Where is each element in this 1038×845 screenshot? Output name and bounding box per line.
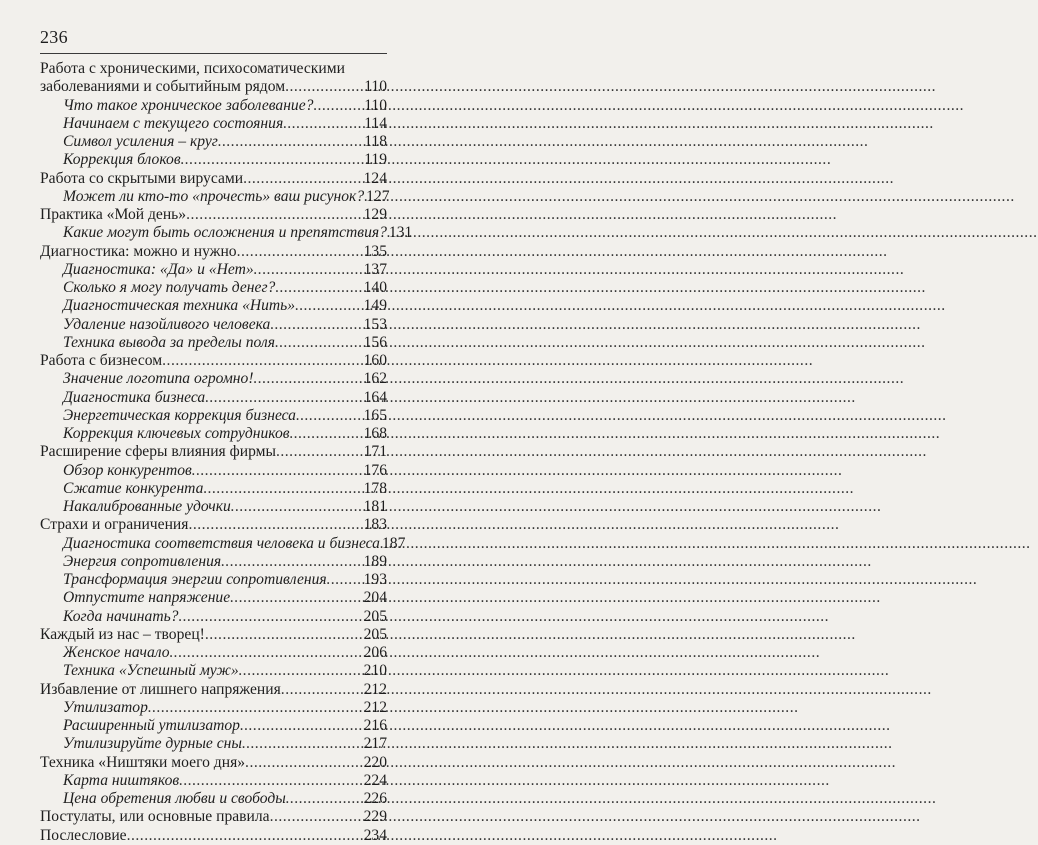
toc-page-number: 153 [363, 315, 387, 333]
toc-subentry [40, 699, 387, 717]
toc-entry [40, 827, 387, 845]
toc-subentry [40, 187, 390, 206]
toc-page-number: 183 [363, 516, 387, 534]
toc-dot-leader [203, 480, 363, 498]
toc-subentry [40, 133, 387, 151]
toc-entry-title: Сколько я могу получать денег? [63, 279, 276, 296]
toc-page-number: 212 [363, 698, 387, 716]
toc-entry-title: Энергия сопротивления [63, 552, 222, 570]
toc-entry [40, 352, 387, 370]
toc-subentry [40, 644, 387, 662]
toc-entry-title: Энергетическая коррекция бизнеса [63, 406, 296, 424]
toc-entry-title: Значение логотипа огромно! [63, 370, 254, 388]
toc-entry-title: Техника «Ништяки моего дня» [40, 753, 246, 771]
toc-page-number: 178 [363, 479, 387, 497]
toc-page-number: 206 [363, 644, 387, 661]
toc-page-number: 229 [363, 808, 387, 826]
toc-page-number: 226 [363, 790, 387, 807]
toc-entry [40, 516, 387, 534]
toc-dot-leader [240, 717, 364, 735]
toc-page-number: 162 [363, 370, 387, 388]
toc-entry-title: Страхи и ограничения [40, 516, 189, 534]
toc-subentry [40, 662, 387, 680]
toc-page-number: 220 [363, 753, 387, 771]
toc-page-number: 205 [363, 625, 387, 643]
toc-dot-leader [243, 170, 364, 188]
toc-entry-title: Диагностика бизнеса [63, 388, 206, 406]
toc-page-number: 129 [363, 206, 387, 223]
toc-dot-leader [179, 772, 363, 790]
toc-dot-leader [221, 553, 363, 571]
header-rule [40, 53, 387, 54]
toc-page-number: 189 [363, 552, 387, 570]
toc-entry-title: Коррекция блоков [63, 151, 181, 169]
toc-entry-title: Послесловие [40, 826, 127, 844]
toc-entry [40, 170, 387, 188]
toc-subentry [40, 553, 387, 571]
toc-entry-title: Может ли кто-то «прочесть» ваш рисунок? [63, 187, 365, 205]
toc-entry-title: Начинаем с текущего состояния [63, 114, 284, 132]
toc-dot-leader [254, 370, 364, 388]
toc-entry [40, 754, 387, 772]
toc-entry-title: Техника вывода за пределы поля [63, 333, 275, 351]
toc-entry-title: Цена обретения любви и свободы [63, 790, 286, 807]
toc-subentry [40, 316, 387, 334]
toc-dot-leader [181, 151, 365, 169]
toc-page-number: 224 [363, 771, 387, 789]
toc-page-number: 140 [363, 279, 387, 296]
toc-dot-leader [230, 589, 363, 607]
toc-entry-title: Работа с хроническими, психосоматическими [40, 60, 345, 77]
toc-entry [40, 626, 387, 644]
toc-entry [40, 443, 387, 461]
toc-page-number: 124 [363, 169, 387, 187]
toc-subentry [40, 480, 387, 498]
toc-page-number: 149 [363, 297, 387, 315]
toc-entry-title: Когда начинать? [63, 607, 179, 625]
toc-dot-leader [283, 115, 364, 133]
toc-entry-title: Утилизируйте дурные сны [63, 735, 242, 753]
toc-entry-title: Карта ништяков [63, 771, 180, 789]
toc-entry-title: Работа со скрытыми вирусами [40, 169, 244, 187]
toc-subentry [40, 370, 387, 388]
toc-page-number: 176 [363, 461, 387, 479]
toc-entry [40, 206, 387, 224]
toc-subentry [40, 97, 387, 115]
toc-dot-leader [313, 97, 364, 115]
toc-subentry [40, 571, 387, 589]
toc-entry-title: Коррекция ключевых сотрудников [63, 425, 290, 442]
toc-page-number: 234 [363, 826, 387, 844]
toc-entry-title: Диагностика соответствия человека и бизнеса [63, 534, 380, 552]
toc-entry-title: Диагностическая техника «Нить» [63, 297, 296, 315]
toc-dot-leader [186, 206, 364, 224]
toc-page-number: 168 [363, 425, 387, 442]
toc-dot-leader [295, 297, 364, 315]
toc-dot-leader [275, 279, 363, 297]
toc-subentry [40, 790, 387, 808]
toc-page-number: 131 [388, 224, 413, 242]
toc-page-number: 205 [363, 607, 387, 625]
toc-entry-title: Постулаты, или основные правила [40, 808, 270, 826]
toc-page-number: 217 [363, 735, 387, 753]
toc-entry-title: Символ усиления – круг [63, 133, 218, 150]
toc-subentry [40, 389, 387, 407]
toc-page-number: 118 [364, 133, 387, 150]
toc-page-number: 119 [364, 151, 387, 169]
toc-dot-leader [205, 626, 364, 644]
toc-page-number: 164 [363, 388, 387, 406]
toc-entry [40, 78, 387, 96]
toc-entry-title: Утилизатор [63, 698, 148, 716]
toc-subentry [40, 224, 413, 242]
toc-entry [40, 808, 387, 826]
toc-dot-leader [205, 389, 363, 407]
toc-entry-title: Диагностика: «Да» и «Нет» [63, 260, 254, 278]
toc-entry-title: Что такое хроническое заболевание? [63, 96, 314, 114]
toc-subentry [40, 589, 387, 607]
toc-subentry [40, 425, 387, 443]
toc-page-number: 171 [363, 443, 387, 461]
toc-entry-title: Отпустите напряжение [63, 589, 231, 607]
toc-dot-leader [188, 516, 363, 534]
toc-entry-title: Расширенный утилизатор [63, 717, 240, 734]
toc-dot-leader [327, 571, 364, 589]
toc-subentry [40, 334, 387, 352]
toc-entry-title: Избавление от лишнего напряжения [40, 680, 281, 698]
toc-subentry [40, 297, 387, 315]
toc-dot-leader [245, 754, 364, 772]
toc-entry-title: Трансформация энергии сопротивления [63, 571, 327, 588]
toc-page-number: 127 [366, 187, 390, 205]
table-of-contents [40, 60, 413, 845]
toc-subentry [40, 772, 387, 790]
toc-subentry [40, 462, 387, 480]
toc-entry-title: Женское начало [63, 644, 170, 661]
toc-page-number: 114 [364, 114, 387, 132]
toc-entry-title: Накалиброванные удочки [63, 498, 231, 515]
toc-entry-title: Расширение сферы влияния фирмы [40, 443, 276, 461]
toc-dot-leader [270, 316, 363, 334]
toc-entry [40, 243, 387, 261]
toc-page-number: 212 [363, 680, 387, 698]
toc-entry-title: Диагностика: можно и нужно [40, 242, 237, 260]
page-number: 236 [40, 27, 68, 47]
toc-entry-title: Каждый из нас – творец! [40, 625, 205, 643]
toc-page-number: 110 [364, 78, 387, 96]
toc-page-number: 156 [363, 333, 387, 351]
toc-subentry [40, 534, 406, 553]
toc-entry-title: Какие могут быть осложнения и препятствия? [63, 224, 387, 242]
toc-subentry [40, 261, 387, 279]
toc-page-number: 187 [381, 534, 406, 552]
toc-dot-leader [286, 790, 364, 808]
toc-subentry [40, 151, 387, 169]
toc-subentry [40, 717, 387, 735]
toc-dot-leader [275, 334, 364, 352]
toc-subentry [40, 498, 387, 516]
toc-page-number: 193 [363, 571, 387, 588]
toc-entry [40, 681, 387, 699]
toc-dot-leader [290, 425, 364, 443]
toc-dot-leader [254, 261, 364, 279]
toc-subentry [40, 407, 387, 425]
toc-dot-leader [178, 608, 363, 626]
toc-page-number: 181 [363, 498, 387, 515]
toc-dot-leader [270, 808, 364, 826]
toc-entry-title: Сжатие конкурента [63, 479, 204, 497]
toc-subentry [40, 279, 387, 297]
toc-page-number: 216 [363, 717, 387, 734]
toc-dot-leader [162, 352, 363, 370]
toc-entry-title: Обзор конкурентов [63, 461, 192, 479]
toc-subentry [40, 115, 387, 133]
toc-page-number: 160 [363, 352, 387, 369]
toc-dot-leader [281, 681, 364, 699]
toc-subentry [40, 608, 387, 626]
toc-entry-title: Техника «Успешный муж» [63, 662, 239, 680]
toc-dot-leader [239, 662, 364, 680]
toc-page-number: 135 [363, 242, 387, 260]
toc-dot-leader [192, 462, 364, 480]
toc-dot-leader [148, 699, 364, 717]
toc-entry-title: Практика «Мой день» [40, 206, 187, 223]
toc-page-number: 137 [363, 260, 387, 278]
toc-dot-leader [218, 133, 364, 151]
toc-dot-leader [285, 78, 364, 96]
toc-dot-leader [237, 243, 364, 261]
toc-dot-leader [296, 407, 364, 425]
toc-dot-leader [242, 735, 364, 753]
book-page [0, 0, 417, 844]
toc-dot-leader [170, 644, 364, 662]
toc-subentry [40, 735, 387, 753]
toc-page-number: 210 [363, 662, 387, 680]
toc-entry-title: заболеваниями и событийным рядом [40, 78, 286, 96]
toc-entry-title: Удаление назойливого человека [63, 315, 271, 333]
toc-page-number: 165 [363, 406, 387, 424]
toc-entry [40, 60, 387, 78]
toc-dot-leader [231, 498, 364, 516]
toc-entry-title: Работа с бизнесом [40, 352, 163, 369]
toc-page-number: 204 [363, 589, 387, 607]
toc-dot-leader [276, 443, 364, 461]
toc-page-number: 110 [364, 96, 387, 114]
toc-dot-leader [127, 827, 364, 845]
